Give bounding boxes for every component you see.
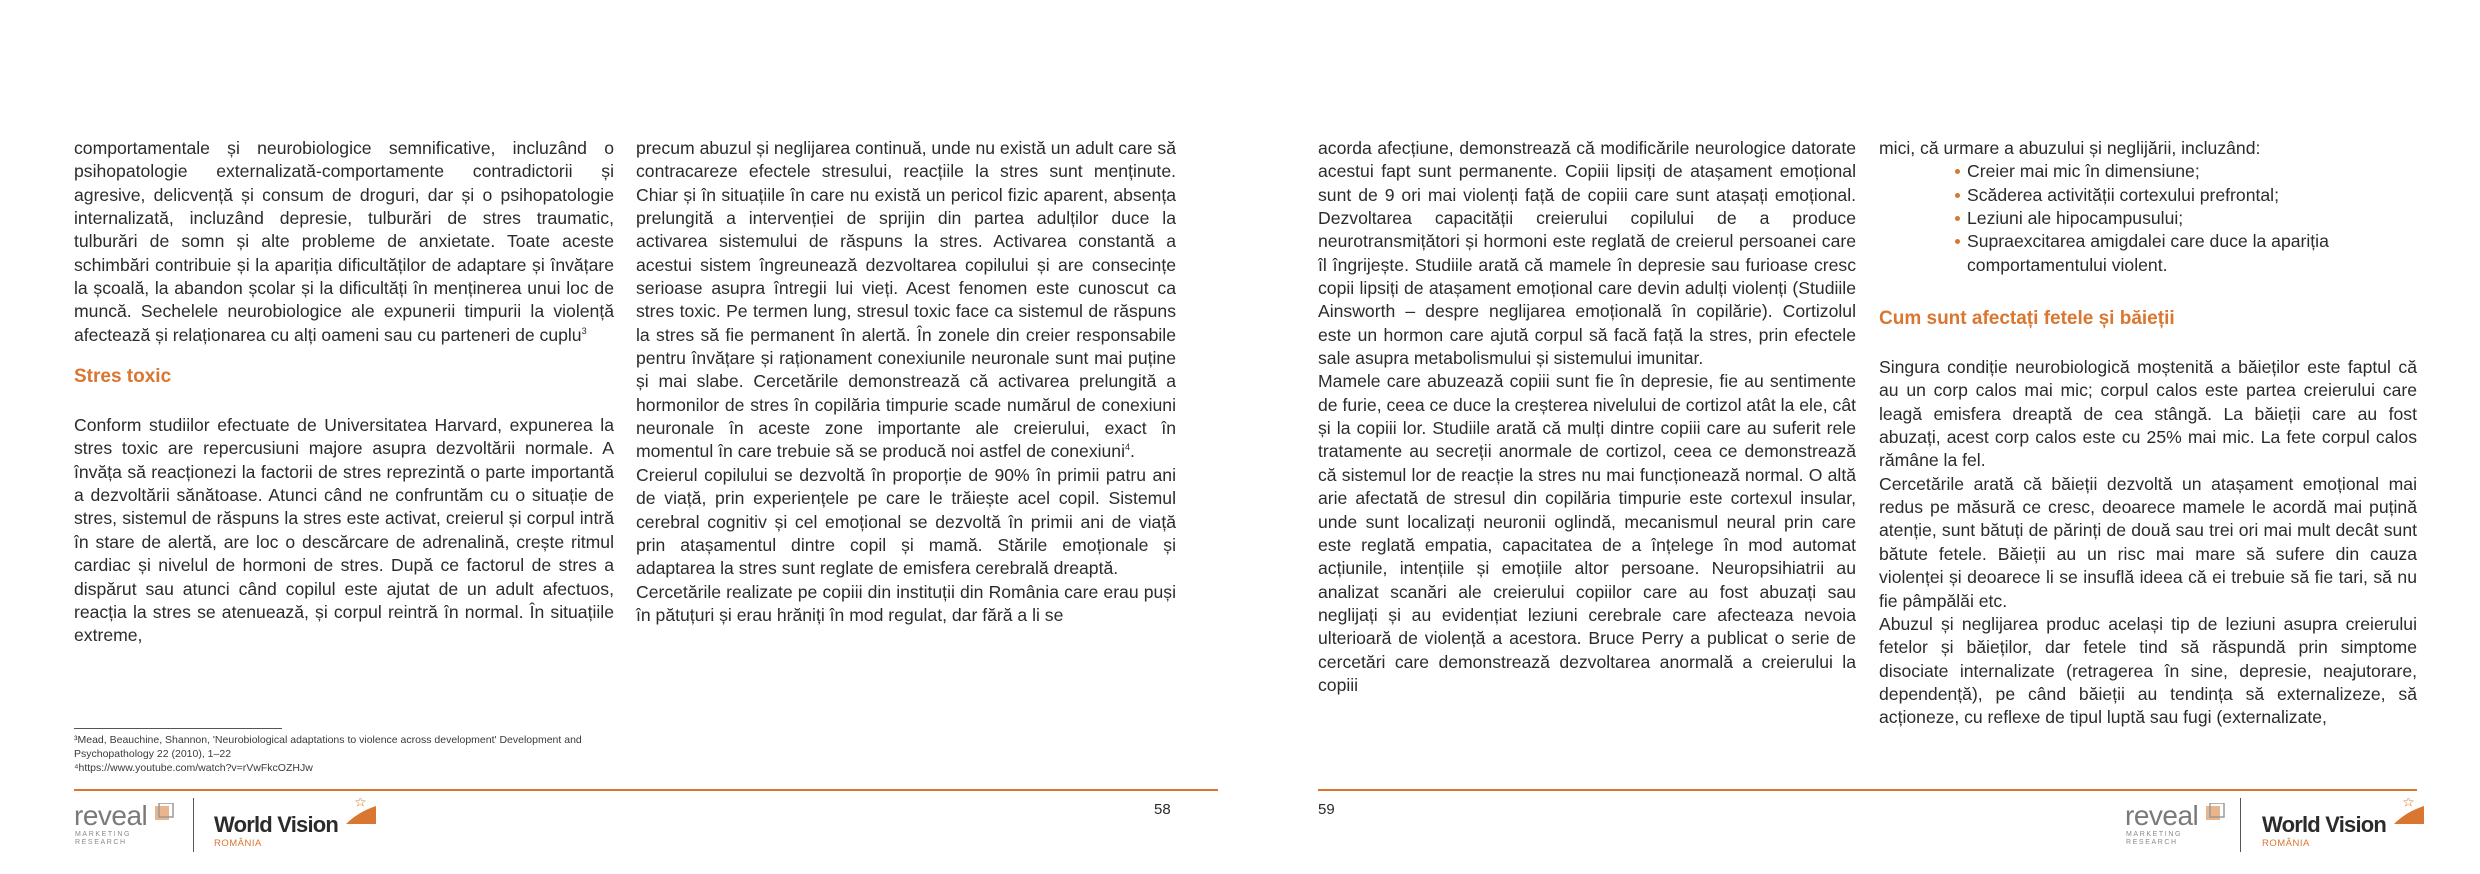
footer-rule-right — [1318, 789, 2417, 791]
bullet-item: Supraexcitarea amigdalei care duce la apariția comportamentului violent. — [1955, 230, 2417, 277]
world-vision-logo-text: World Vision — [214, 812, 339, 837]
footnote-ref: 3 — [581, 325, 587, 336]
world-vision-logo-subtitle: ROMÂNIA — [214, 838, 262, 849]
reveal-mark-icon — [2204, 803, 2226, 821]
body-paragraph: Mamele care abuzează copiii sunt fie în depresie, fie au sentimente de furie, ceea ce duce la creșterea nivelului de cortizol atât la ele, cât și la copiii lor. Studiile arată că mulți dintre copiii care au suferit rele tratamente au secreții anormale de cortizol, ceea ce demonstrează că sistemul lor de reacție la stres nu mai funcționează normal. O altă arie afectată de stresul din copilăria timpurie este cortexul insular, unde sunt localizați neuronii oglindă, mecanismul neural prin care este reglată empatia, capacitatea de a înțelege în mod automat acțiunile, intențiile și emoțiile altor persoane. Neuropsihiatrii au analizat scanări ale creierului copiilor care au fost abuzați sau neglijați și au evidențiat leziuni cerebrale care afecteaza nevoia ulterioară de violență a acestora. Bruce Perry a publicat o serie de cercetări care demonstrează dezvoltarea anormală a creierului la copiii — [1318, 371, 1856, 695]
reveal-logo-subtitle: MARKETING RESEARCH — [2126, 831, 2183, 846]
world-vision-star-icon — [2394, 798, 2424, 824]
reveal-mark-icon — [153, 803, 175, 821]
footer-rule-left — [74, 789, 1218, 791]
left-page-column-1 — [74, 137, 614, 648]
world-vision-logo-left — [214, 798, 374, 858]
reveal-logo-subtitle: MARKETING RESEARCH — [75, 831, 132, 846]
body-paragraph: precum abuzul și neglijarea continuă, unde nu există un adult care să contracareze efectele stresului, reacțiile la stres sunt menținute. Chiar și în situațiile în care nu există un pericol fizic aparent, absența prelungită a intervenției de sprijin din partea adulților duce la activarea sistemului de răspuns la stres. Activarea constantă a acestui sistem îngreunează dezvoltarea copilului și are consecințe serioase asupra întregii lui vieți. Acest fenomen este cunoscut ca stres toxic. Pe termen lung, stresul toxic face ca sistemul de răspuns la stres să fie permanent în alertă. În zonele din creier responsabile pentru învățare și raționament conexiunile neuronale sunt mai puține și mai slabe. Cercetările demonstrează că activarea prelungită a hormonilor de stres în copilăria timpurie scade numărul de conexiuni neuronale în aceste zone importante ale creierului, exact în momentul în care trebuie să se producă noi astfel de conexiuni$^4$. — [636, 138, 1176, 462]
left-page-column-2 — [636, 137, 1176, 627]
body-paragraph: Creierul copilului se dezvoltă în proporție de 90% în primii patru ani de viață, prin experiențele pe care le trăiește acel copil. Sistemul cerebral cognitiv și cel emoțional se dezvoltă în primii ani de viață prin atașamentul dintre copil și mamă. Stările emoționale și adaptarea la stres sunt reglate de emisfera cerebrală dreaptă. — [636, 464, 1176, 579]
reveal-logo-text: reveal — [2125, 800, 2199, 831]
footnote-3: ³Mead, Beauchine, Shannon, 'Neurobiological adaptations to violence across development' Development and Psychopathology 22 (2010), 1–22 — [74, 734, 582, 760]
page-number-left: 58 — [1154, 801, 1171, 818]
footnote-4-link[interactable]: ⁴https://www.youtube.com/watch?v=rVwFkcOZHJw — [74, 762, 313, 774]
bullet-item: Scăderea activității cortexului prefrontal; — [1955, 184, 2417, 207]
reveal-logo-left — [74, 800, 174, 852]
reveal-logo-text: reveal — [74, 800, 148, 831]
logo-divider-right — [2240, 798, 2241, 852]
body-paragraph: comportamentale și neurobiologice semnificative, incluzând o psihopatologie externalizată-comportamente contradictorii și agresive, delicvență și consum de droguri, dar și o psihopatologie internalizată, incluzând depresie, tulburări de stres traumatic, tulburări de somn și alte probleme de anxietate. Toate aceste schimbări contribuie și la apariția dificultăților de adaptare și învățare la școală, la abandon școlar și la dificultăți în menținerea unui loc de muncă. Sechelele neurobiologice ale expunerii timpurii la violență afectează și relaționarea cu alți oameni sau cu parteneri de cuplu$^3$ — [74, 138, 614, 345]
page-number-right: 59 — [1318, 801, 1335, 818]
body-paragraph: mici, că urmare a abuzului și neglijării, incluzând: — [1879, 138, 2261, 158]
footnote-divider — [74, 728, 282, 729]
section-heading-fete-baieti: Cum sunt afectați fetele și băieții — [1879, 308, 2175, 330]
world-vision-logo-right — [2262, 798, 2422, 858]
bullet-item: Creier mai mic în dimensiune; — [1955, 160, 2417, 183]
bullet-list — [1955, 160, 2417, 277]
logo-divider-left — [193, 798, 194, 852]
body-paragraph: Abuzul și neglijarea produc același tip de leziuni asupra creierului fetelor și băieților, dar fetele tind să răspundă prin simptome disociate internalizate (retragerea în sine, depresie, neajutorare, dependență), pe când băieții au tendința să externalizeze, să acționeze, cu reflexe de tipul luptă sau fugi (externalizate, — [1879, 613, 2417, 728]
footnotes — [74, 734, 634, 777]
body-paragraph: acorda afecțiune, demonstrează că modificările neurologice datorate acestui fapt sunt permanente. Copiii lipsiți de atașament emoțional sunt de 9 ori mai violenți față de copiii care sunt atașați emoțional. Dezvoltarea capacității creierului copilului de a produce neurotransmițători și hormoni este reglată de creierul persoanei care îl îngrijește. Studiile arată că mamele în depresie sau furioase cresc copii lipsiți de atașament emoțional care devin adulți violenți (Studiile Ainsworth – despre neglijarea emoțională în copilărie). Cortizolul este un hormon care ajută corpul să facă față la stres, prin efectele sale asupra metabolismului și sistemului imunitar. — [1318, 138, 1856, 369]
bullet-item: Leziuni ale hipocampusului; — [1955, 207, 2417, 230]
world-vision-star-icon — [346, 798, 376, 824]
body-paragraph: Cercetările arată că băieții dezvoltă un atașament emoțional mai redus pe măsură ce cresc, deoarece mamele le acordă mai puțină atenție, sunt bătuți de părinți de două sau trei ori mai mult decât sunt bătute fetele. Băieții au un risc mai mare să sufere din cauza violenței și deoarece li se insuflă ideea că ei trebuie să fie tari, să nu fie pâmpălăi etc. — [1879, 473, 2417, 611]
world-vision-logo-text: World Vision — [2262, 812, 2387, 837]
section-heading-stres-toxic: Stres toxic — [74, 366, 172, 388]
body-paragraph: Singura condiție neurobiologică moștenită a băieților este faptul că au un corp calos mai mic; corpul calos este partea creierului care leagă emisfera dreaptă de cea stângă. La băieții care au fost abuzați, acest corp calos este cu 25% mai mic. La fete corpul calos rămâne la fel. — [1879, 357, 2417, 471]
footnote-ref: 4 — [1125, 442, 1131, 453]
right-page-column-2 — [1879, 137, 2417, 730]
world-vision-logo-subtitle: ROMÂNIA — [2262, 838, 2310, 849]
reveal-logo-right — [2125, 800, 2225, 852]
body-paragraph: Cercetările realizate pe copiii din instituții din România care erau puși în pătuțuri și erau hrăniți în mod regulat, dar fără a li se — [636, 581, 1176, 625]
body-paragraph: Conform studiilor efectuate de Universitatea Harvard, expunerea la stres toxic are repercusiuni majore asupra dezvoltării normale. A învăța să reacționezi la factorii de stres reprezintă o parte importantă a dezvoltării sănătoase. Atunci când ne confruntăm cu o situație de stres, sistemul de răspuns la stres este activat, creierul și corpul intră în stare de alertă, are loc o descărcare de adrenalină, crește ritmul cardiac și nivelul de hormoni de stres. După ce factorul de stres a dispărut sau atunci când copilul este ajutat de un adult afectuos, reacția la stres se atenuează, și corpul reintră în normal. În situațiile extreme, — [74, 415, 614, 646]
right-page-column-1 — [1318, 137, 1856, 697]
